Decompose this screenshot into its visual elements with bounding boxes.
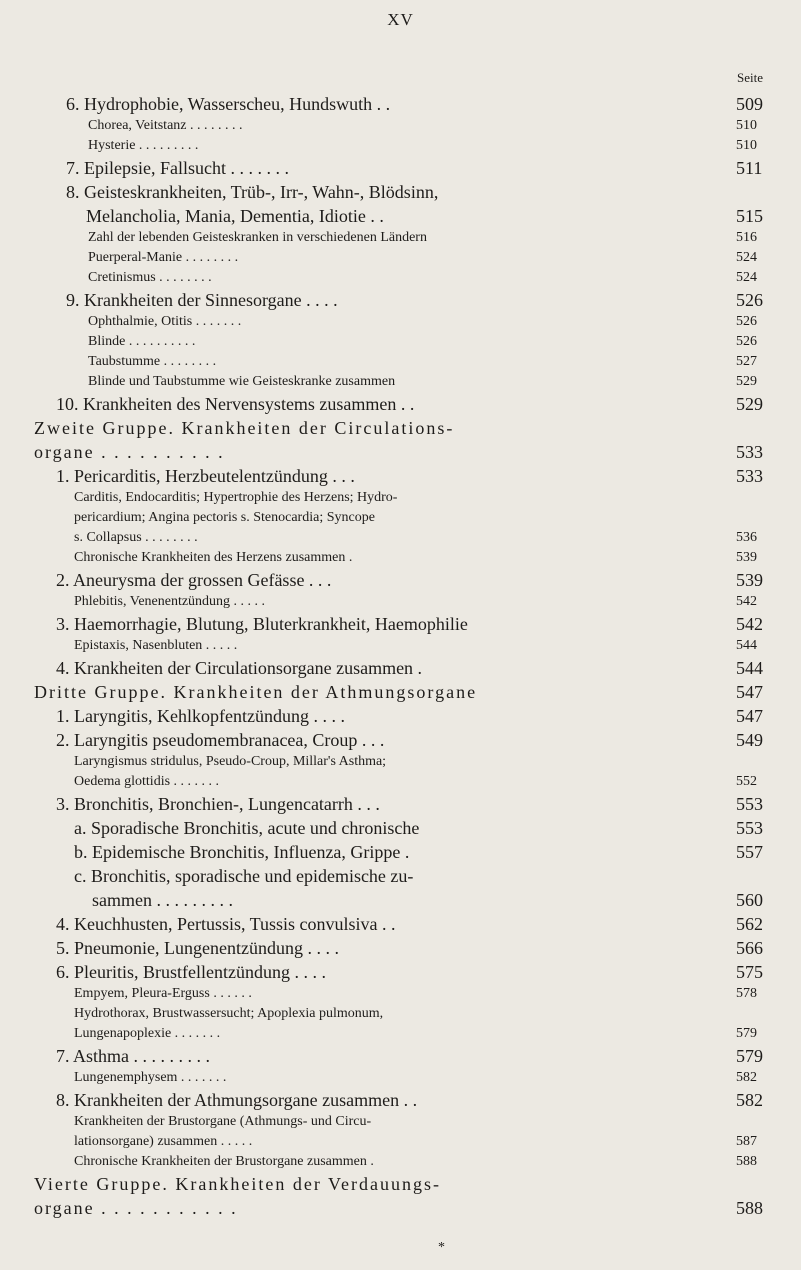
toc-row: Blinde . . . . . . . . . . 526 xyxy=(88,334,757,349)
toc-row: Lungenemphysem . . . . . . . 582 xyxy=(74,1070,757,1085)
toc-row: Chronische Krankheiten des Herzens zusammen . 539 xyxy=(74,550,757,565)
toc-row: Empyem, Pleura-Erguss . . . . . . 578 xyxy=(74,986,757,1001)
toc-row: 3. Bronchitis, Bronchien-, Lungencatarrh . . . 553 xyxy=(56,794,763,814)
toc-row: Carditis, Endocarditis; Hypertrophie des Herzens; Hydro- xyxy=(74,490,398,505)
group-heading: Dritte Gruppe. Krankheiten der Athmungsorgane 547 xyxy=(34,682,763,702)
toc-row: organe . . . . . . . . . . 533 xyxy=(34,442,763,462)
page-number: XV xyxy=(387,10,414,29)
toc-row: 9. Krankheiten der Sinnesorgane . . . . 526 xyxy=(66,290,763,310)
footer-mark: * xyxy=(438,1240,445,1255)
toc-row: 1. Laryngitis, Kehlkopfentzündung . . . . 547 xyxy=(56,706,763,726)
group-heading: Vierte Gruppe. Krankheiten der Verdauungs- xyxy=(34,1174,441,1194)
toc-row: 1. Pericarditis, Herzbeutelentzündung . . . 533 xyxy=(56,466,763,486)
toc-row: lationsorgane) zusammen . . . . . 587 xyxy=(74,1134,757,1149)
toc-row: 2. Laryngitis pseudomembranacea, Croup . . . 549 xyxy=(56,730,763,750)
toc-row: Krankheiten der Brustorgane (Athmungs- und Circu- xyxy=(74,1114,372,1129)
toc-row: 7. Asthma . . . . . . . . . 579 xyxy=(56,1046,763,1066)
toc-row: 6. Pleuritis, Brustfellentzündung . . . . 575 xyxy=(56,962,763,982)
toc-row: 2. Aneurysma der grossen Gefässe . . . 539 xyxy=(56,570,763,590)
toc-row: Hydrothorax, Brustwassersucht; Apoplexia pulmonum, xyxy=(74,1006,384,1021)
toc-row: 8. Geisteskrankheiten, Trüb-, Irr-, Wahn-, Blödsinn, xyxy=(66,182,439,202)
toc-row: organe . . . . . . . . . . . 588 xyxy=(34,1198,763,1218)
toc-row: Lungenapoplexie . . . . . . . 579 xyxy=(74,1026,757,1041)
toc-row: 6. Hydrophobie, Wasserscheu, Hundswuth . . 509 xyxy=(66,94,763,114)
toc-row: Taubstumme . . . . . . . . 527 xyxy=(88,354,757,369)
toc-row: sammen . . . . . . . . . 560 xyxy=(92,890,763,910)
toc-row: Zahl der lebenden Geisteskranken in verschiedenen Ländern 516 xyxy=(88,230,757,245)
group-heading: Zweite Gruppe. Krankheiten der Circulations- xyxy=(34,418,455,438)
table-of-contents xyxy=(0,92,801,1220)
toc-row: a. Sporadische Bronchitis, acute und chronische 553 xyxy=(74,818,763,838)
toc-row: Oedema glottidis . . . . . . . 552 xyxy=(74,774,757,789)
toc-row: 8. Krankheiten der Athmungsorgane zusammen . . 582 xyxy=(56,1090,763,1110)
toc-row: s. Collapsus . . . . . . . . 536 xyxy=(74,530,757,545)
toc-row: Epistaxis, Nasenbluten . . . . . 544 xyxy=(74,638,757,653)
seite-column-label: Seite xyxy=(737,70,763,85)
toc-row: Puerperal-Manie . . . . . . . . 524 xyxy=(88,250,757,265)
toc-row: b. Epidemische Bronchitis, Influenza, Grippe . 557 xyxy=(74,842,763,862)
toc-row: Chronische Krankheiten der Brustorgane zusammen . 588 xyxy=(74,1154,757,1169)
toc-row: Chorea, Veitstanz . . . . . . . . 510 xyxy=(88,118,757,133)
toc-row: Blinde und Taubstumme wie Geisteskranke zusammen 529 xyxy=(88,374,757,389)
toc-row: c. Bronchitis, sporadische und epidemische zu- xyxy=(74,866,414,886)
toc-row: 5. Pneumonie, Lungenentzündung . . . . 566 xyxy=(56,938,763,958)
toc-row: Phlebitis, Venenentzündung . . . . . 542 xyxy=(74,594,757,609)
toc-row: pericardium; Angina pectoris s. Stenocardia; Syncope xyxy=(74,510,375,525)
toc-row: 10. Krankheiten des Nervensystems zusammen . . 529 xyxy=(56,394,763,414)
toc-row: Ophthalmie, Otitis . . . . . . . 526 xyxy=(88,314,757,329)
toc-row: 3. Haemorrhagie, Blutung, Bluterkrankheit, Haemophilie 542 xyxy=(56,614,763,634)
toc-row: 4. Keuchhusten, Pertussis, Tussis convulsiva . . 562 xyxy=(56,914,763,934)
toc-row: Hysterie . . . . . . . . . 510 xyxy=(88,138,757,153)
toc-row: 4. Krankheiten der Circulationsorgane zusammen . 544 xyxy=(56,658,763,678)
toc-row: Melancholia, Mania, Dementia, Idiotie . . 515 xyxy=(86,206,763,226)
toc-row: Cretinismus . . . . . . . . 524 xyxy=(88,270,757,285)
toc-row: 7. Epilepsie, Fallsucht . . . . . . . 511 xyxy=(66,158,763,178)
toc-row: Laryngismus stridulus, Pseudo-Croup, Millar's Asthma; xyxy=(74,754,387,769)
